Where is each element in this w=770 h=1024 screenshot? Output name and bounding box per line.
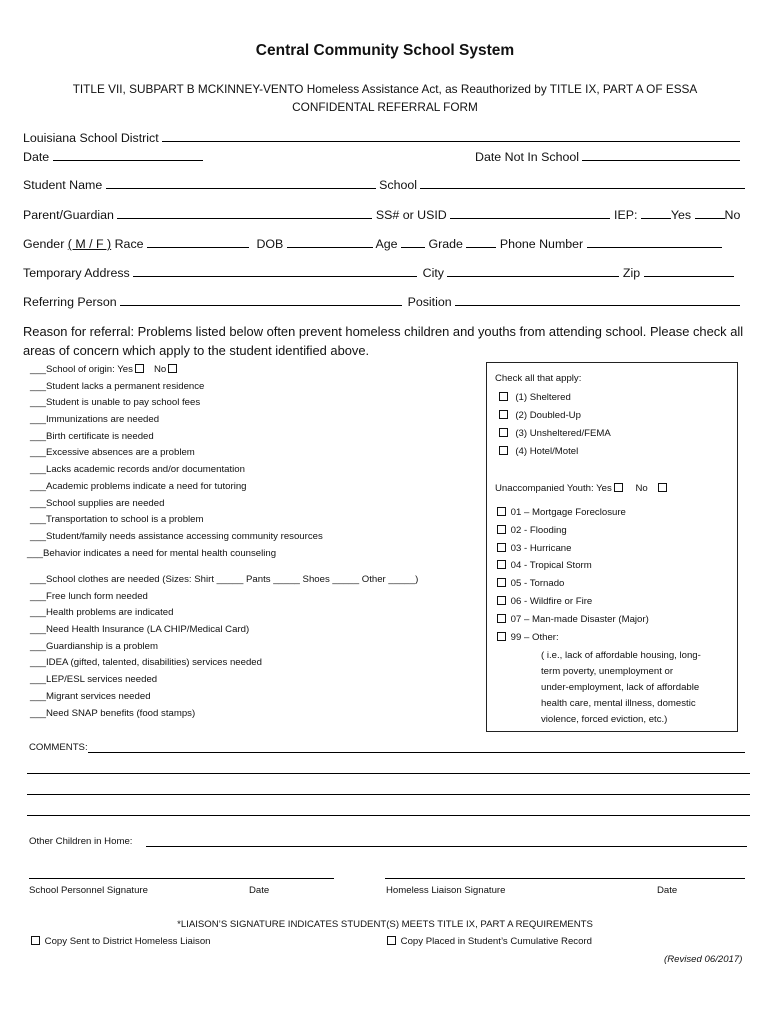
checkbox-icon[interactable] [499, 428, 508, 437]
checkbox-icon[interactable] [31, 936, 40, 945]
liaison-signature-date-label: Date [657, 885, 678, 896]
gender-options[interactable]: ( M / F ) [67, 237, 112, 251]
address-row [23, 266, 734, 280]
iep-yes-field[interactable] [641, 208, 671, 219]
zip-field[interactable] [644, 266, 734, 277]
checkbox-icon[interactable] [497, 543, 506, 552]
dob-label: DOB [256, 237, 284, 251]
concern-item[interactable]: ___Excessive absences are a problem [30, 447, 195, 459]
concern-item[interactable]: ___School supplies are needed [30, 497, 165, 509]
temp-address-label: Temporary Address [23, 266, 130, 280]
parent-field[interactable] [117, 208, 372, 219]
referring-label: Referring Person [23, 295, 117, 309]
concern-item[interactable]: ___School clothes are needed (Sizes: Shirt _____ Pants _____ Shoes _____ Other _____) [30, 574, 419, 585]
district-label: Louisiana School District [23, 131, 159, 145]
iep-row [614, 208, 740, 222]
student-name-label: Student Name [23, 178, 103, 192]
date-field[interactable] [53, 150, 203, 161]
iep-label: IEP: [614, 208, 638, 222]
concern-item[interactable]: ___IDEA (gifted, talented, disabilities) services needed [30, 657, 262, 669]
grade-label: Grade [428, 237, 463, 251]
temp-address-field[interactable] [133, 266, 417, 277]
cause-option[interactable]: 05 - Tornado [495, 578, 564, 589]
concern-item[interactable]: ___School of origin: Yes No [30, 362, 323, 379]
cause-option[interactable]: 02 - Flooding [495, 525, 567, 536]
checkbox-icon[interactable] [614, 483, 623, 492]
concern-item[interactable]: ___Lacks academic records and/or documentation [30, 464, 245, 476]
form-subtitle: TITLE VII, SUBPART B MCKINNEY-VENTO Homeless Assistance Act, as Reauthorized by TITLE IX, PART A OF ESSA [72, 82, 698, 96]
district-field[interactable] [162, 131, 740, 142]
iep-no-label: No [724, 208, 741, 222]
checkbox-icon[interactable] [499, 446, 508, 455]
zip-label: Zip [622, 266, 641, 280]
concern-item[interactable]: ___Health problems are indicated [30, 607, 174, 619]
gender-row [23, 237, 722, 251]
concern-item[interactable]: ___Student/family needs assistance accessing community resources [30, 530, 323, 542]
concern-item[interactable]: ___Student is unable to pay school fees [30, 397, 201, 409]
cause-option[interactable]: 04 - Tropical Storm [495, 560, 592, 571]
school-signature-line[interactable] [29, 878, 334, 879]
concern-item[interactable]: ___Student lacks a permanent residence [30, 380, 205, 392]
checkbox-icon[interactable] [497, 632, 506, 641]
iep-no-field[interactable] [695, 208, 725, 219]
checkbox-icon[interactable] [168, 364, 177, 373]
checkbox-icon[interactable] [497, 560, 506, 569]
referring-row [23, 295, 740, 309]
concern-item[interactable]: ___Need Health Insurance (LA CHIP/Medical Card) [30, 624, 250, 636]
unaccompanied-row: Unaccompanied Youth: Yes No [495, 483, 669, 494]
school-label: School [379, 178, 418, 192]
ss-label: SS# or USID [375, 208, 447, 222]
district-row [23, 131, 740, 145]
position-label: Position [407, 295, 452, 309]
living-situation-box [486, 362, 738, 732]
concern-item[interactable]: ___LEP/ESL services needed [30, 674, 158, 686]
concern-item[interactable]: ___Need SNAP benefits (food stamps) [30, 707, 196, 719]
concern-item[interactable]: ___Transportation to school is a problem [30, 514, 204, 526]
city-field[interactable] [447, 266, 619, 277]
other-note-line: ( i.e., lack of affordable housing, long- [541, 650, 701, 661]
reason-line1: Reason for referral: Problems listed below often prevent homeless children and youths from attending school. Please check all [23, 324, 744, 339]
liaison-signature-line[interactable] [385, 878, 745, 879]
grade-field[interactable] [466, 237, 496, 248]
date-not-in-school-field[interactable] [582, 150, 740, 161]
liaison-signature-label: Homeless Liaison Signature [386, 885, 506, 896]
concern-item[interactable]: ___Academic problems indicate a need for tutoring [30, 480, 247, 492]
checkbox-icon[interactable] [497, 596, 506, 605]
age-field[interactable] [401, 237, 425, 248]
age-label: Age [375, 237, 398, 251]
form-type: CONFIDENTAL REFERRAL FORM [292, 100, 478, 114]
gender-label: Gender [23, 237, 65, 251]
checkbox-icon[interactable] [658, 483, 667, 492]
concern-item[interactable]: ___Birth certificate is needed [30, 430, 154, 442]
school-signature-label: School Personnel Signature [29, 885, 148, 896]
checkbox-icon[interactable] [497, 578, 506, 587]
comments-field[interactable] [88, 752, 745, 753]
comments-line[interactable] [27, 794, 750, 795]
living-option[interactable]: (3) Unsheltered/FEMA [497, 428, 611, 439]
checkbox-icon[interactable] [499, 410, 508, 419]
cause-option[interactable]: 07 – Man-made Disaster (Major) [495, 614, 649, 625]
date-not-in-school-row [475, 150, 740, 164]
cause-option[interactable]: 03 - Hurricane [495, 543, 571, 554]
copy-placed-row[interactable]: Copy Placed in Student’s Cumulative Record [385, 936, 592, 947]
date-not-in-school-label: Date Not In School [475, 150, 580, 164]
other-note-line: under-employment, lack of affordable [541, 682, 700, 693]
cause-option[interactable]: 06 - Wildfire or Fire [495, 596, 592, 607]
other-children-field[interactable] [146, 846, 747, 847]
concern-item[interactable]: ___Free lunch form needed [30, 590, 148, 602]
city-label: City [422, 266, 444, 280]
concerns-list-b [30, 572, 418, 722]
liaison-note: *LIAISON’S SIGNATURE INDICATES STUDENT(S) MEETS TITLE IX, PART A REQUIREMENTS [177, 919, 593, 930]
race-field[interactable] [147, 237, 249, 248]
concern-item[interactable]: ___Immunizations are needed [30, 414, 160, 426]
reason-line2: areas of concern which apply to the student identified above. [23, 343, 370, 358]
checkbox-icon[interactable] [499, 392, 508, 401]
iep-yes-label: Yes [670, 208, 692, 222]
cause-option[interactable]: 01 – Mortgage Foreclosure [495, 507, 626, 518]
comments-label: COMMENTS: [29, 742, 88, 753]
student-name-field[interactable] [106, 178, 376, 189]
date-label: Date [23, 150, 50, 164]
parent-label: Parent/Guardian [23, 208, 114, 222]
living-option[interactable]: (2) Doubled-Up [497, 410, 581, 421]
other-note-line: violence, forced eviction, etc.) [541, 714, 668, 725]
school-signature-date-label: Date [249, 885, 270, 896]
other-note-line: health care, mental illness, domestic [541, 698, 696, 709]
other-note-line: term poverty, unemployment or [541, 666, 674, 677]
checkbox-icon[interactable] [135, 364, 144, 373]
comments-line[interactable] [27, 773, 750, 774]
cause-option[interactable]: 99 – Other: [495, 632, 559, 643]
form-title: Central Community School System [255, 42, 515, 59]
check-all-label: Check all that apply: [495, 373, 582, 384]
comments-line[interactable] [27, 815, 750, 816]
revision-date: (Revised 06/2017) [664, 954, 743, 965]
other-children-label: Other Children in Home: [29, 836, 133, 847]
checkbox-icon[interactable] [387, 936, 396, 945]
ss-field[interactable] [450, 208, 610, 219]
concerns-list-a [27, 362, 323, 562]
phone-field[interactable] [587, 237, 722, 248]
phone-label: Phone Number [499, 237, 584, 251]
parent-row [23, 208, 610, 222]
checkbox-icon[interactable] [497, 507, 506, 516]
dob-field[interactable] [287, 237, 373, 248]
copy-sent-row[interactable]: Copy Sent to District Homeless Liaison [29, 936, 211, 947]
referring-field[interactable] [120, 295, 402, 306]
school-field[interactable] [420, 178, 745, 189]
date-row [23, 150, 203, 164]
living-option[interactable]: (1) Sheltered [497, 392, 571, 403]
living-option[interactable]: (4) Hotel/Motel [497, 446, 578, 457]
student-row [23, 178, 745, 192]
checkbox-icon[interactable] [497, 614, 506, 623]
checkbox-icon[interactable] [497, 525, 506, 534]
race-label: Race [114, 237, 144, 251]
concern-item[interactable]: ___Guardianship is a problem [30, 640, 158, 652]
position-field[interactable] [455, 295, 740, 306]
concern-item[interactable]: ___Migrant services needed [30, 690, 151, 702]
concern-item[interactable]: ___Behavior indicates a need for mental health counseling [27, 547, 277, 559]
